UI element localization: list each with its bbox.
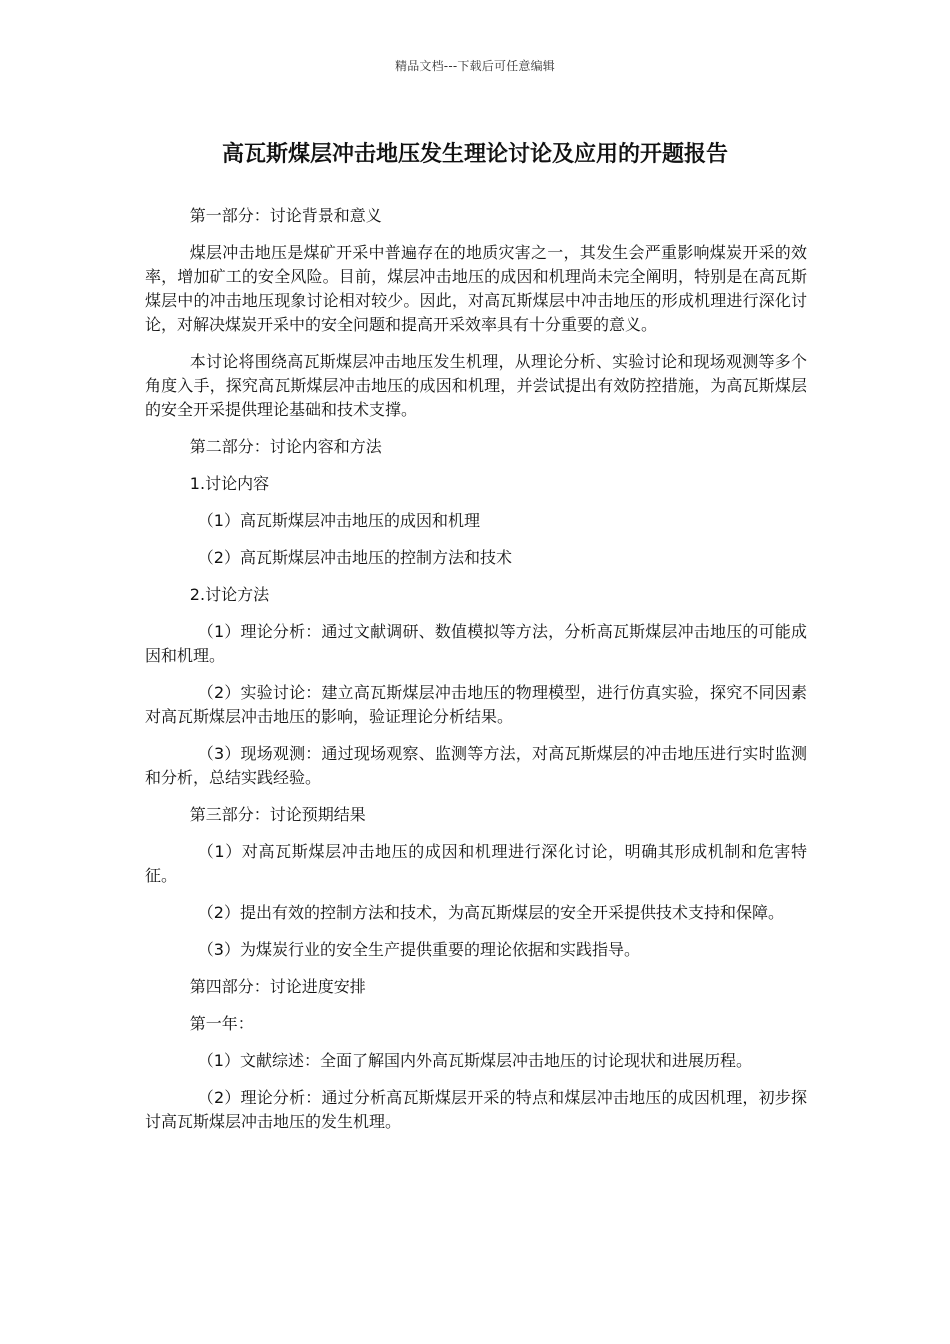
list-item: （3）现场观测：通过现场观察、监测等方法，对高瓦斯煤层的冲击地压进行实时监测和分析，总结实践经验。	[145, 744, 807, 787]
list-item: （1）高瓦斯煤层冲击地压的成因和机理	[197, 511, 480, 530]
list-item: （1）对高瓦斯煤层冲击地压的成因和机理进行深化讨论，明确其形成机制和危害特征。	[145, 842, 807, 885]
subsection-heading: 第一年：	[189, 1014, 254, 1033]
subsection-heading: 1.讨论内容	[189, 474, 270, 493]
document-title: 高瓦斯煤层冲击地压发生理论讨论及应用的开题报告	[221, 142, 728, 167]
header-note: 精品文档---下载后可任意编辑	[395, 59, 555, 73]
list-item: （1）文献综述：全面了解国内外高瓦斯煤层冲击地压的讨论现状和进展历程。	[197, 1051, 752, 1070]
body-paragraph: 煤层冲击地压是煤矿开采中普遍存在的地质灾害之一，其发生会严重影响煤炭开采的效率，增加矿工的安全风险。目前，煤层冲击地压的成因和机理尚未完全阐明，特别是在高瓦斯煤层中的冲击地压现象讨论相对较少。因此，对高瓦斯煤层中冲击地压的形成机理进行深化讨论，对解决煤炭开采中的安全问题和提高开采效率具有十分重要的意义。	[145, 243, 807, 334]
subsection-heading: 2.讨论方法	[189, 585, 270, 604]
section-heading: 第二部分：讨论内容和方法	[189, 437, 382, 456]
document-body	[145, 204, 807, 1147]
section-heading: 第一部分：讨论背景和意义	[189, 206, 382, 225]
list-item: （2）实验讨论：建立高瓦斯煤层冲击地压的物理模型，进行仿真实验，探究不同因素对高瓦斯煤层冲击地压的影响，验证理论分析结果。	[145, 683, 807, 726]
list-item: （3）为煤炭行业的安全生产提供重要的理论依据和实践指导。	[197, 940, 640, 959]
body-paragraph: 本讨论将围绕高瓦斯煤层冲击地压发生机理，从理论分析、实验讨论和现场观测等多个角度入手，探究高瓦斯煤层冲击地压的成因和机理，并尝试提出有效防控措施，为高瓦斯煤层的安全开采提供理论基础和技术支撑。	[145, 352, 807, 419]
section-heading: 第三部分：讨论预期结果	[189, 805, 366, 824]
list-item: （2）高瓦斯煤层冲击地压的控制方法和技术	[197, 548, 512, 567]
list-item: （2）提出有效的控制方法和技术，为高瓦斯煤层的安全开采提供技术支持和保障。	[197, 903, 784, 922]
list-item: （2）理论分析：通过分析高瓦斯煤层开采的特点和煤层冲击地压的成因机理，初步探讨高瓦斯煤层冲击地压的发生机理。	[145, 1088, 807, 1131]
section-heading: 第四部分：讨论进度安排	[189, 977, 366, 996]
list-item: （1）理论分析：通过文献调研、数值模拟等方法，分析高瓦斯煤层冲击地压的可能成因和机理。	[145, 622, 807, 665]
